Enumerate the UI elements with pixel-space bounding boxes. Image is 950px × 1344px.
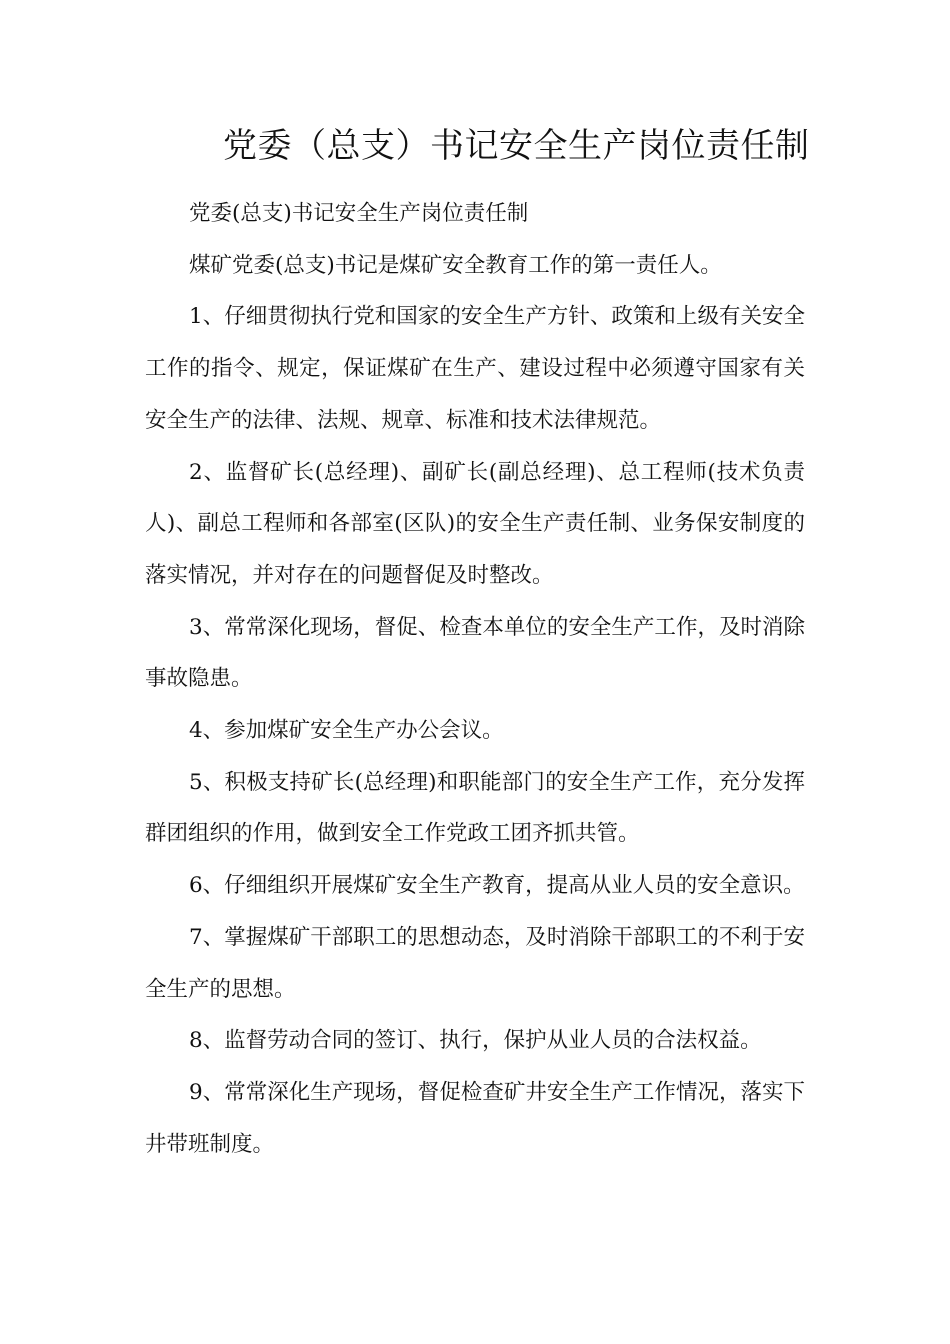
paragraph-item-9: 9、常常深化生产现场，督促检查矿井安全生产工作情况，落实下井带班制度。 xyxy=(145,1079,805,1157)
paragraph-subtitle: 党委(总支)书记安全生产岗位责任制 xyxy=(189,201,529,226)
paragraph-item-6: 6、仔细组织开展煤矿安全生产教育，提高从业人员的安全意识。 xyxy=(189,873,805,899)
document-body xyxy=(145,188,805,1170)
paragraph-item-5: 5、积极支持矿长(总经理)和职能部门的安全生产工作，充分发挥群团组织的作用，做到安全工作党政工团齐抓共管。 xyxy=(145,769,805,847)
paragraph-item-3: 3、常常深化现场，督促、检查本单位的安全生产工作，及时消除事故隐患。 xyxy=(145,614,805,692)
paragraph-item-4: 4、参加煤矿安全生产办公会议。 xyxy=(189,718,504,744)
paragraph-item-8: 8、监督劳动合同的签订、执行，保护从业人员的合法权益。 xyxy=(189,1028,762,1054)
document-title: 党委（总支）书记安全生产岗位责任制 xyxy=(223,126,810,166)
paragraph-item-7: 7、掌握煤矿干部职工的思想动态，及时消除干部职工的不利于安全生产的思想。 xyxy=(145,924,805,1002)
paragraph-item-2: 2、监督矿长(总经理)、副矿长(副总经理)、总工程师(技术负责人)、副总工程师和各部室(区队)的安全生产责任制、业务保安制度的落实情况，并对存在的问题督促及时整改。 xyxy=(145,459,805,588)
paragraph-item-1: 1、仔细贯彻执行党和国家的安全生产方针、政策和上级有关安全工作的指令、规定，保证煤矿在生产、建设过程中必须遵守国家有关安全生产的法律、法规、规章、标准和技术法律规范。 xyxy=(145,304,805,433)
paragraph-intro: 煤矿党委(总支)书记是煤矿安全教育工作的第一责任人。 xyxy=(189,252,722,278)
